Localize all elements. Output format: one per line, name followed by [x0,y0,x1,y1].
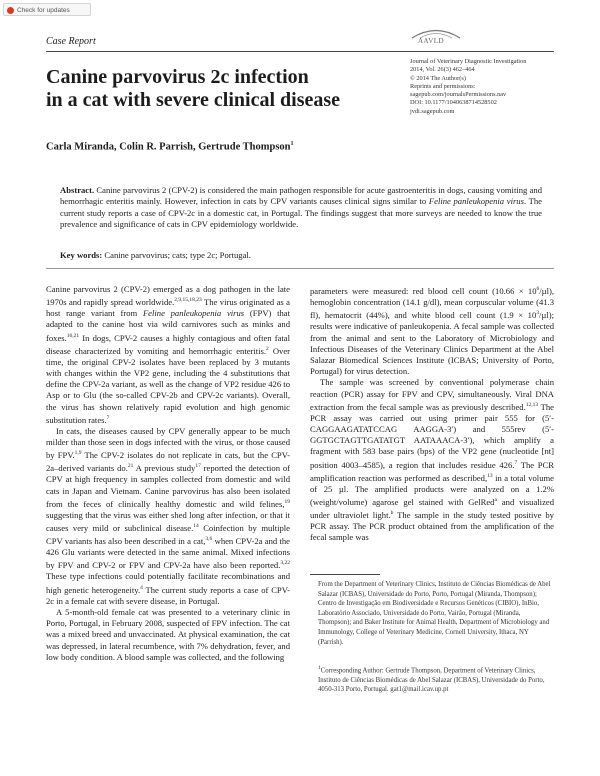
title-line-1: Canine parvovirus 2c infection [46,66,309,88]
journal-volume: 2014, Vol. 26(3) 462–464 [410,66,475,74]
species-name: Feline panleukopenia virus [142,308,245,319]
text-run: (FPV) that adapted to the canine host via wild carnivores such as minks and foxes. [46,308,291,343]
abstract-label: Abstract. [60,185,95,195]
body-right-column [310,284,554,543]
citation: 19 [284,498,290,505]
check-updates-icon [7,7,14,14]
text-run: and visualized under ultraviolet light. [310,496,554,520]
body-paragraph-5 [310,377,554,543]
text-run: The virus originated as a host range variant from [46,297,290,319]
text-run: The sample was screened by conventional polymerase chain reaction (PCR) assay for FPV and CPV, simultaneously. Viral DNA extraction from the fecal sample was as previously described. [310,377,554,412]
citation: 17 [195,463,201,470]
journal-website[interactable]: jvdi.sagepub.com [410,107,455,115]
title-line-2: in a cat with severe clinical disease [46,89,341,111]
text-run: These type infections could potentially facilitate recombinations and high genetic heterogeneity. [46,571,290,595]
citation: 7 [514,459,518,466]
affiliations-footnote: From the Department of Veterinary Clinics, Instituto de Ciências Biomédicas de Abel Salazar (ICBAS), Universidade do Porto, Porto, Portugal (Miranda, Thompson); Centro de Investigação em Biodiversidade e Recursos Genéticos (CIBIO), InBio, Laboratório Associado, Universidade do Porto, Vairão, Portugal (Miranda, Thompson); and Baker Institute for Animal Health, Department of Microbiology and Immunology, College of Veterinary Medicine, Cornell University, Ithaca, NY (Parrish). [318,581,551,646]
abstract-text-a: Canine parvovirus 2 (CPV-2) is considered the main pathogen responsible for acute gastroenteritis in dogs, causing vomiting and hemorrhagic enteritis mainly. However, infection in cats by CPV variants causes clinical signs similar to [60,185,542,207]
footnote-mark: a [494,496,497,503]
text-run: /µl); results were indicative of panleukopenia. A fecal sample was collected from the animal and sent to the Laboratory of Microbiology and Infectious Diseases of the Veterinary Clinics Department at the Abel Salazar Biomedical Sciences Institute (ICBAS; University of Porto, Portugal) for virus detection. [310,310,554,377]
header-rule [46,51,554,52]
citation: 3,22 [280,560,290,567]
text-run: when CPV-2a and the 426 Glu variants were detected in the same animal. Mixed infections by FPV and CPV-2 or FPV and CPV-2a have also been reported. [46,536,290,571]
corresponding-text: Corresponding Author: Gertrude Thompson, Department of Veterinary Clinics, Instituto de Ciências Biomédicas de Abel Salazar (ICBAS), Universidade do Porto, 4050-313 Porto, Portugal. gat1@mail.icav.up.pt [318,667,545,694]
text-run: Canine parvovirus 2 (CPV-2) emerged as a dog pathogen in the late 1970s and rapidly spread worldwide. [46,284,290,308]
text-run: In cats, the diseases caused by CPV generally appear to be much milder than those seen in dogs infected with the virus, or those caused by FPV. [46,425,290,461]
text-run: in a total volume of 25 µl. The amplified products were analyzed on a 1.2% (weight/volume) agarose gel stained with GelRed [310,472,554,507]
citation: 4 [140,584,143,591]
citation: 2 [266,345,269,352]
keywords-label: Key words: [60,250,103,260]
text-run: parameters were measured: red blood cell count (10.66 × 10 [310,285,537,296]
citation: 1,9 [74,450,82,457]
citation: 2,9,15,18,23 [174,297,202,304]
journal-copyright: © 2014 The Author(s) [410,74,466,82]
citation: 21 [127,463,134,470]
body-paragraph-2 [46,426,290,607]
journal-name: Journal of Veterinary Diagnostic Investigation [410,58,527,65]
abstract-text-b: . The current study reports a case of CPV-2c in a domestic cat, in Portugal. The findings suggest that more surveys are needed to know the true prevalence and significance of cats in CPV epidemiology worldwide. [60,196,542,230]
corresponding-author-footnote [318,664,554,695]
text-run: The PCR amplification reaction was performed as described, [310,459,554,483]
author-list [46,141,294,153]
keywords-text: Canine parvovirus; cats; type 2c; Portugal. [104,250,251,260]
citation: 16,21 [66,332,80,339]
badge-label: Check for updates [17,7,70,14]
journal-permissions-link[interactable]: sagepub.com/journalsPermissions.nav [410,91,507,99]
text-run: In dogs, CPV-2 causes a highly contagious and often fatal disease characterized by vomiting and hemorrhagic enteritis. [46,332,290,356]
body-paragraph-4 [310,284,554,377]
citation: 14 [193,523,199,530]
keywords [60,250,542,260]
author-names: Carla Miranda, Colin R. Parrish, Gertrude Thompson [46,141,291,153]
citation: 3,6 [205,536,213,543]
keywords-rule [46,268,554,269]
corresponding-mark: 1 [318,665,321,671]
check-for-updates-badge[interactable] [3,3,91,16]
text-run: /µl), hemoglobin concentration (14.1 g/dl), mean corpuscular volume (41.3 fl), hematocrit (44%), and white blood cell count (1.9 × 10 [310,285,554,321]
section-label: Case Report [46,36,96,47]
text-run: A previous study [133,463,196,474]
text-run: The PCR assay was carried out using primer pair 555 for (5′-CAGGAAGATATCCAG AAGGA-3′) and 555rev (5′-GGTGCTAGTTGATATGT AATAAACA-3′), which amplify a fragment with 583 base pairs (bps) of the VP2 gene (nucleotide [nt] position 4003–4585), a region that includes residue 426. [310,401,554,470]
body-paragraph-3: A 5-month-old female cat was presented to a veterinary clinic in Porto, Portugal, in February 2008, suspected of FPV infection. The cat was a mixed breed and unvaccinated. At physical examination, the cat was depressed, in lateral recumbence, with 7% dehydration, fever, and low body condition. A blood sample was collected, and the following [46,606,290,662]
citation: 13 [487,472,493,479]
text-run: The current study reports a case of CPV-2c in a female cat with severe disease, in Portugal. [46,584,290,606]
body-paragraph-1 [46,284,290,426]
text-run: The CPV-2 isolates do not replicate in cats, but the CPV-2a–derived variants do. [46,450,290,474]
logo-text: AAVLD [418,37,445,45]
footnote-mark: b [390,510,394,517]
citation: 7 [106,414,110,421]
footnote-rule [310,574,380,575]
abstract [60,185,542,231]
journal-doi[interactable]: DOI: 10.1177/1040638714528502 [410,99,497,107]
exponent: 6 [536,286,540,292]
text-run: Coinfection by multiple CPV variants has also been described in a cat, [46,522,290,546]
citation: 12,13 [525,401,539,408]
exponent: 3 [536,310,540,317]
text-run: suggesting that the virus was either shed long after infection, or that it causes very mild or subclinical disease. [46,509,290,533]
journal-reprints: Reprints and permissions: [410,82,476,90]
text-run: Over time, the original CPV-2 isolates have been replaced by 3 mutants with changes within the VP2 gene, including the 4 substitutions that define the CPV-2a variant, as well as the change of VP2 residue 426 to Asp or to Glu (the so-called CPV-2b and CPV-2c variants). Overall, the virus has shown relatively rapid evolution and high genomic substitution rates. [46,345,290,425]
text-run: reported the detection of CPV at high frequency in samples collected from domestic and wild cats in Japan and Vietnam. Canine parvovirus has also been isolated from the feces of clinically healthy domestic and wild felines, [46,463,290,509]
body-left-column [46,284,290,663]
text-run: The sample in the study tested positive by PCR assay. The PCR product obtained from the amplification of the fecal sample was [310,509,554,543]
article-title [46,66,396,112]
abstract-species: Feline panleukopenia virus [428,196,524,207]
affiliation-mark: 1 [290,141,294,147]
journal-info [410,58,560,116]
